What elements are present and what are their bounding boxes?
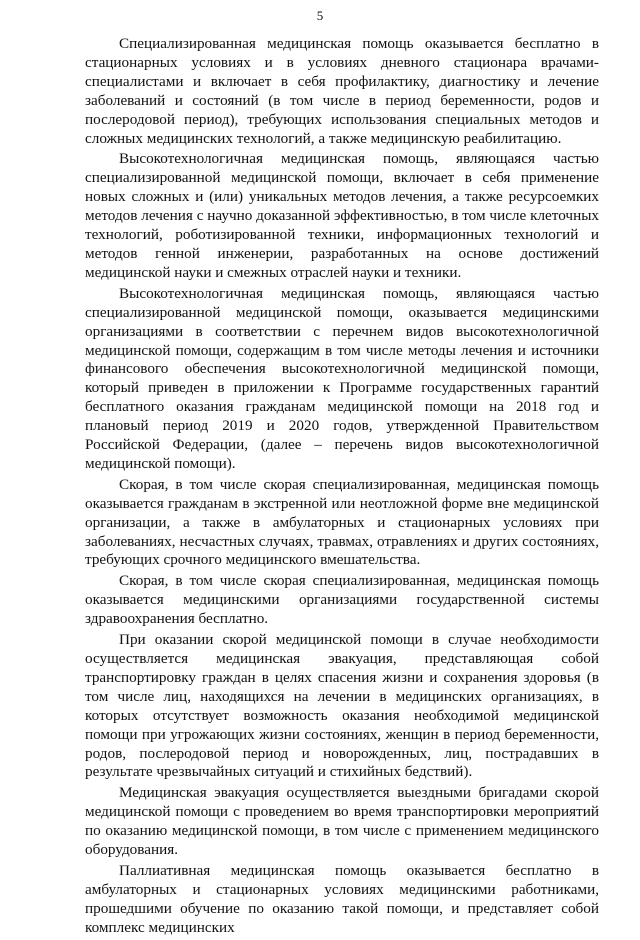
paragraph: При оказании скорой медицинской помощи в случае необходимости осуществляется медицинская эвакуация, представляющая собой транспортировку граждан в целях спасения жизни и сохранения здоровья (в том числе лиц, находящихся на лечении в медицинских организациях, в которых отсутствует возможность оказания необходимой медицинской помощи при угрожающих жизни состояниях, женщин в период беременности, родов, послеродовой период и новорожденных, лиц, пострадавших в результате чрезвычайных ситуаций и стихийных бедствий). xyxy=(85,631,599,781)
paragraph: Скорая, в том числе скорая специализированная, медицинская помощь оказывается гражданам в экстренной или неотложной форме вне медицинской организации, а также в амбулаторных и стационарных условиях при заболеваниях, несчастных случаях, травмах, отравлениях и других состояниях, требующих срочного медицинского вмешательства. xyxy=(85,475,599,569)
paragraph: Высокотехнологичная медицинская помощь, являющаяся частью специализированной медицинской помощи, оказывается медицинскими организациями в соответствии с перечнем видов высокотехнологичной медицинской помощи, содержащим в том числе методы лечения и источники финансового обеспечения высокотехнологичной медицинской помощи, который приведен в приложении к Программе государственных гарантий бесплатного оказания гражданам медицинской помощи на 2018 год и плановый период 2019 и 2020 годов, утвержденной Правительством Российской Федерации, (далее – перечень видов высокотехнологичной медицинской помощи). xyxy=(85,284,599,472)
paragraph: Специализированная медицинская помощь оказывается бесплатно в стационарных условиях и в условиях дневного стационара врачами-специалистами и включает в себя профилактику, диагностику и лечение заболеваний и состояний (в том числе в период беременности, родов и послеродовой период), требующих использования специальных методов и сложных медицинских технологий, а также медицинскую реабилитацию. xyxy=(85,35,599,147)
paragraph: Скорая, в том числе скорая специализированная, медицинская помощь оказывается медицинскими организациями государственной системы здравоохранения бесплатно. xyxy=(85,572,599,628)
paragraph: Медицинская эвакуация осуществляется выездными бригадами скорой медицинской помощи с проведением во время транспортировки мероприятий по оказанию медицинской помощи, в том числе с применением медицинского оборудования. xyxy=(85,784,599,859)
paragraph: Высокотехнологичная медицинская помощь, являющаяся частью специализированной медицинской помощи, включает в себя применение новых сложных и (или) уникальных методов лечения, а также ресурсоемких методов лечения с научно доказанной эффективностью, в том числе клеточных технологий, роботизированной техники, информационных технологий и методов генной инженерии, разработанных на основе достижений медицинской науки и смежных отраслей науки и техники. xyxy=(85,150,599,281)
page-number: 5 xyxy=(316,8,324,23)
paragraph: Паллиативная медицинская помощь оказывается бесплатно в амбулаторных и стационарных условиях медицинскими работниками, прошедшими обучение по оказанию такой помощи, и представляет собой комплекс медицинских xyxy=(85,861,599,936)
document-body xyxy=(85,35,599,940)
